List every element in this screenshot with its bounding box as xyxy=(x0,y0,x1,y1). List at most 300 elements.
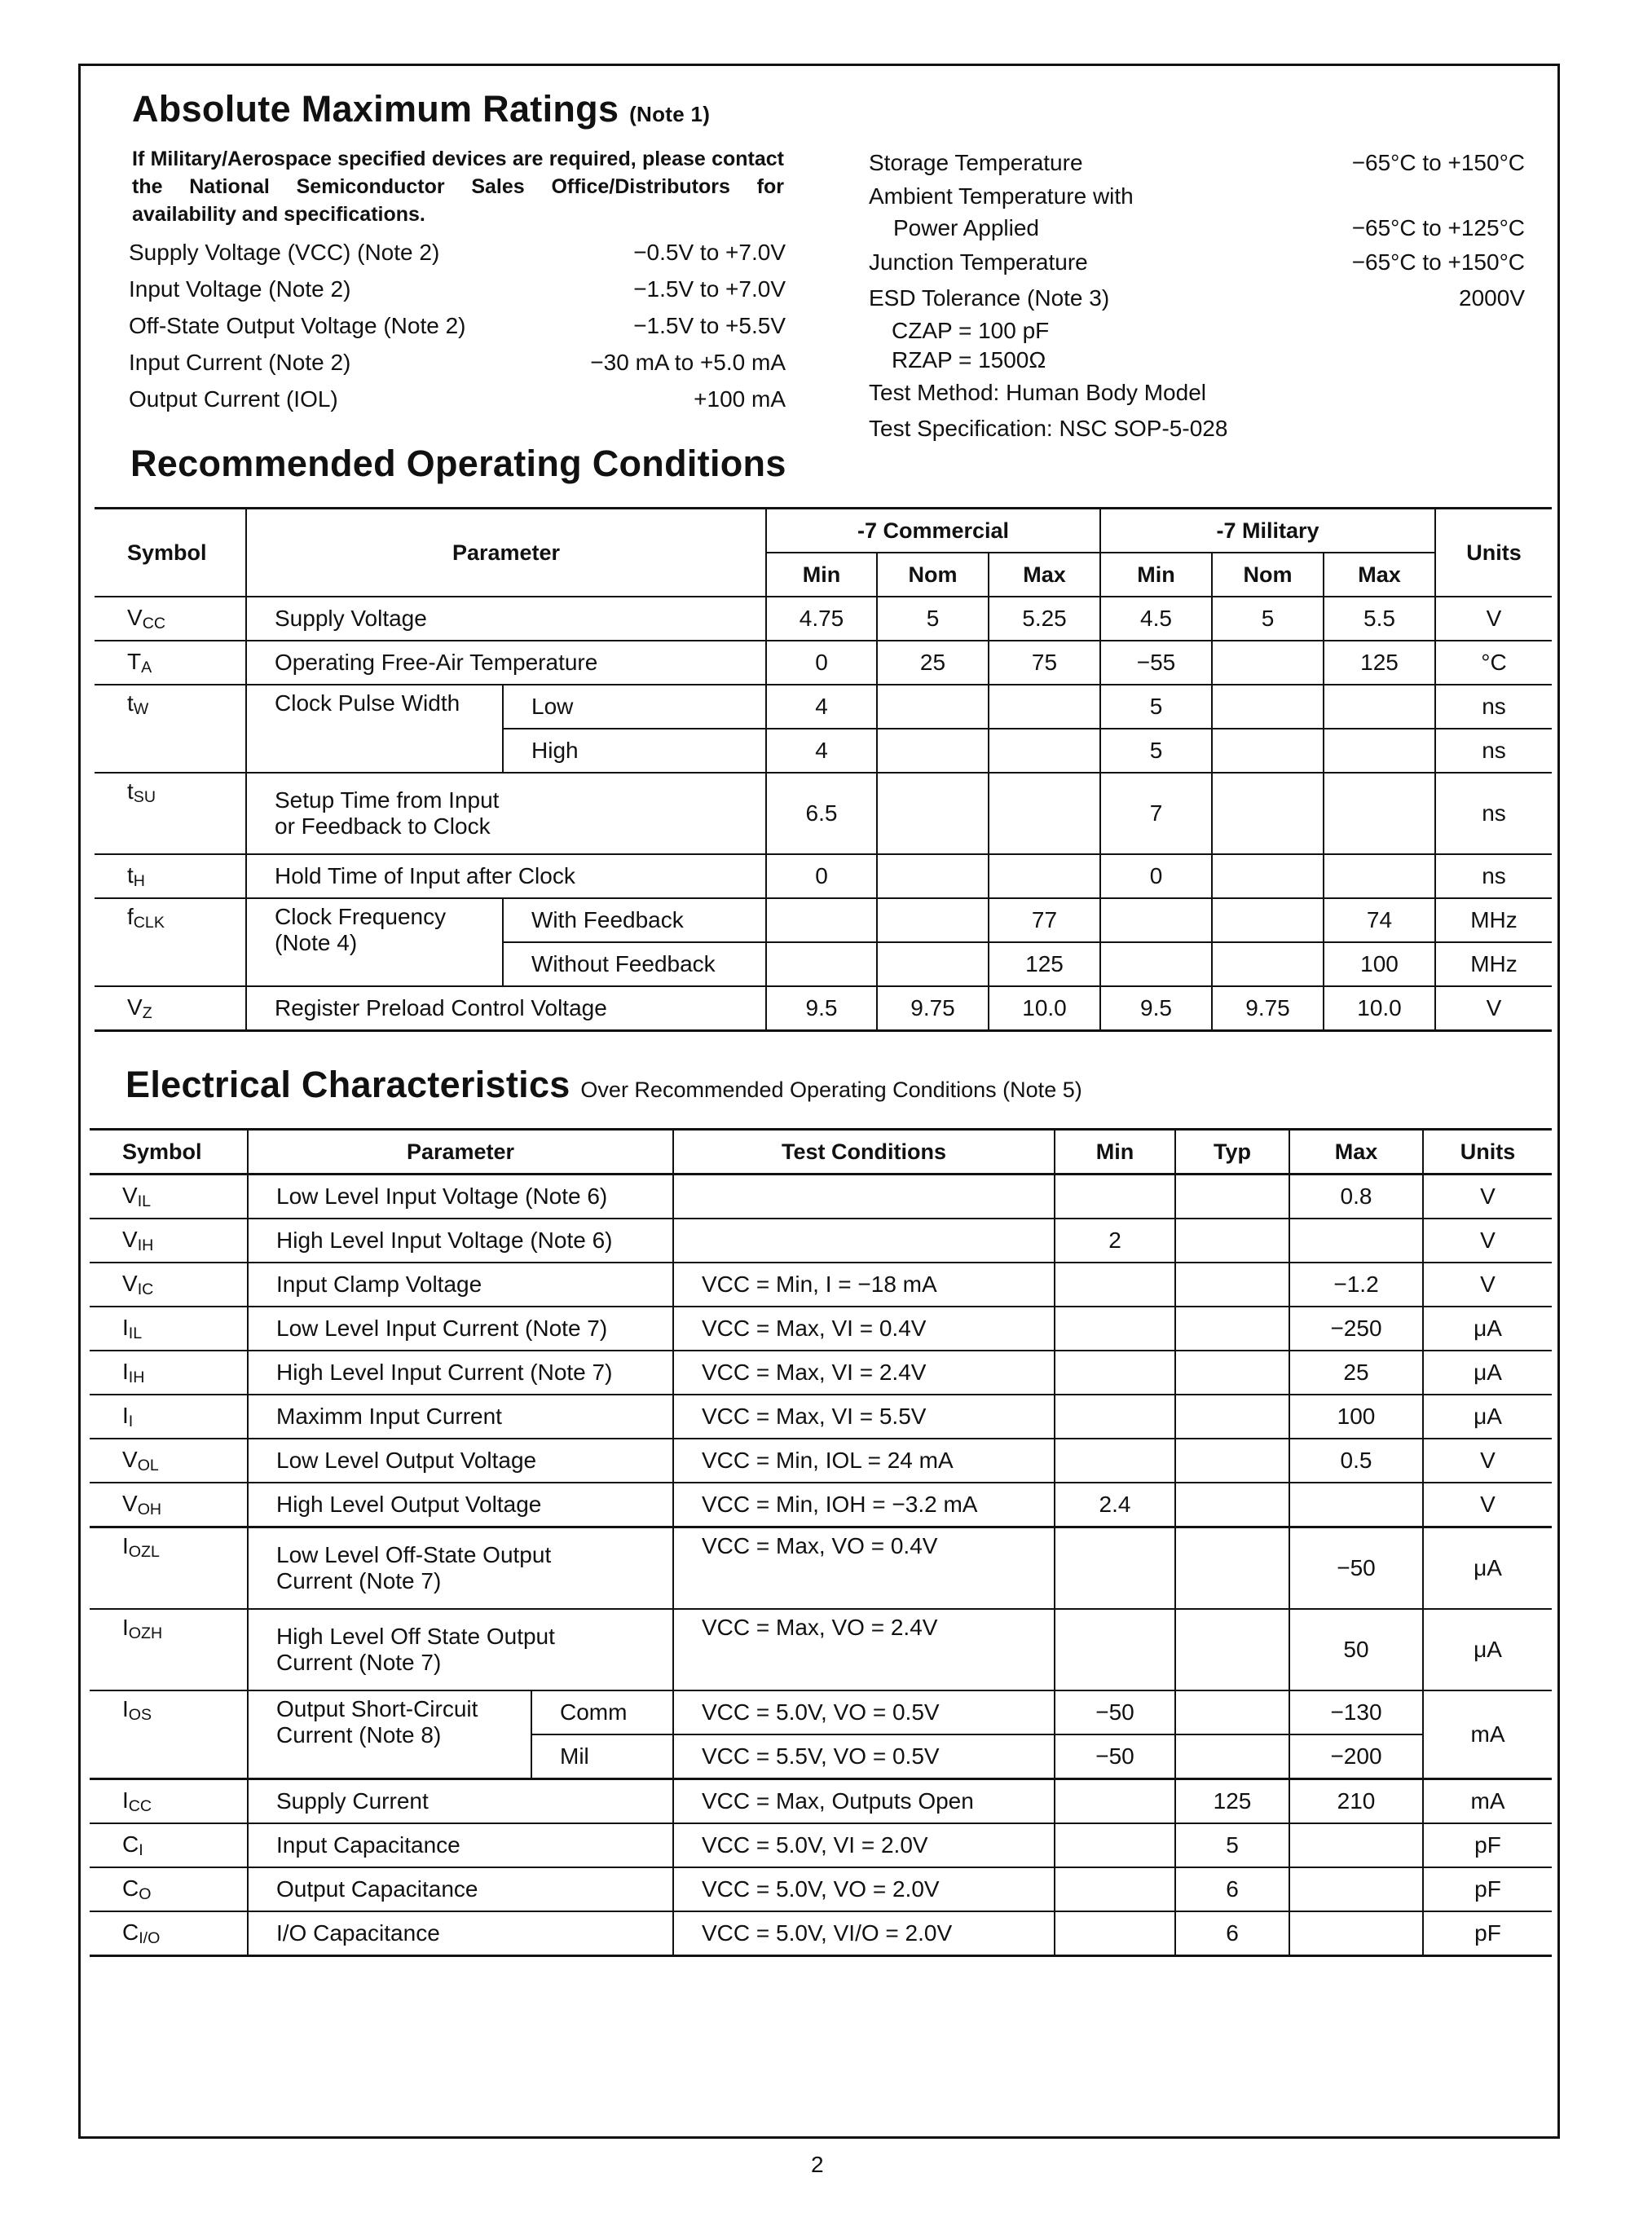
esd-tolerance xyxy=(869,280,1525,316)
ec-row xyxy=(90,1911,1552,1956)
empty-cell xyxy=(1324,729,1435,773)
empty-cell xyxy=(1055,1527,1175,1610)
symbol-base: T xyxy=(127,648,142,674)
value-typ: 5 xyxy=(1175,1823,1289,1867)
symbol-sub: IC xyxy=(137,1280,154,1298)
value: 0 xyxy=(766,641,877,685)
value-min: −50 xyxy=(1055,1734,1175,1779)
symbol-sub: IL xyxy=(137,1192,152,1210)
abs-max-item xyxy=(129,381,786,417)
parameter: Register Preload Control Voltage xyxy=(246,986,766,1031)
roc-header-commercial: -7 Commercial xyxy=(766,509,1100,553)
symbol-sub: CLK xyxy=(133,914,165,932)
parameter: Low Level Input Current (Note 7) xyxy=(248,1307,673,1351)
ec-header-units: Units xyxy=(1423,1130,1552,1175)
ec-row xyxy=(90,1867,1552,1911)
page-number: 2 xyxy=(811,2152,824,2177)
value: 0 xyxy=(766,854,877,898)
value-min xyxy=(1055,1911,1175,1956)
empty-cell xyxy=(1175,1734,1289,1779)
symbol-sub: OZH xyxy=(128,1624,163,1642)
value-min xyxy=(1055,1867,1175,1911)
value xyxy=(1212,641,1324,685)
roc-header-max: Max xyxy=(1324,553,1435,597)
value-typ xyxy=(1175,1263,1289,1307)
value-max: 0.5 xyxy=(1289,1439,1423,1483)
test-condition: VCC = Min, IOL = 24 mA xyxy=(673,1439,1055,1483)
symbol xyxy=(95,685,246,773)
symbol xyxy=(95,854,246,898)
ec-row xyxy=(90,1219,1552,1263)
esd-value: 2000V xyxy=(1459,285,1525,311)
ec-title-text: Electrical Characteristics xyxy=(126,1064,570,1105)
empty-cell xyxy=(1175,1609,1289,1690)
test-condition: VCC = 5.5V, VO = 0.5V xyxy=(673,1734,1055,1779)
unit: MHz xyxy=(1435,898,1552,942)
symbol-base: t xyxy=(127,778,134,804)
symbol xyxy=(90,1527,248,1610)
value: 25 xyxy=(877,641,989,685)
empty-cell xyxy=(1324,773,1435,854)
ec-row-ios-comm xyxy=(90,1690,1552,1734)
unit: ns xyxy=(1435,685,1552,729)
military-warning: If Military/Aerospace specified devices are required, please contact the National Semiconductor Sales Office/Distributors for availability and specifications. xyxy=(132,148,784,226)
value-max xyxy=(1289,1867,1423,1911)
parameter-line: Current (Note 8) xyxy=(276,1722,442,1748)
value-min xyxy=(1055,1395,1175,1439)
sub-parameter: Mil xyxy=(531,1734,673,1779)
roc-title: Recommended Operating Conditions xyxy=(130,443,786,484)
value-min: −50 xyxy=(1055,1690,1175,1734)
roc-row-tw-low xyxy=(95,685,1552,729)
esd-label: ESD Tolerance (Note 3) xyxy=(869,285,1110,311)
parameter: Low Level Output Voltage xyxy=(248,1439,673,1483)
value: 74 xyxy=(1324,898,1435,942)
value-max: −50 xyxy=(1289,1527,1423,1610)
symbol-base: C xyxy=(122,1919,139,1945)
junction-temp-label: Junction Temperature xyxy=(869,249,1088,275)
symbol xyxy=(95,898,246,986)
parameter: Input Clamp Voltage xyxy=(248,1263,673,1307)
symbol xyxy=(90,1175,248,1219)
test-condition: VCC = Max, Outputs Open xyxy=(673,1779,1055,1824)
parameter xyxy=(248,1690,531,1779)
symbol xyxy=(95,641,246,685)
ec-row-iozh xyxy=(90,1609,1552,1690)
value: 5 xyxy=(877,597,989,641)
empty-cell xyxy=(877,685,989,729)
abs-max-value: −30 mA to +5.0 mA xyxy=(590,349,786,375)
symbol xyxy=(90,1609,248,1690)
junction-temp-value: −65°C to +150°C xyxy=(1351,249,1525,275)
abs-max-value: −1.5V to +7.0V xyxy=(633,275,786,302)
sub-parameter: With Feedback xyxy=(503,898,766,942)
abs-max-note: (Note 1) xyxy=(629,102,711,126)
abs-max-label: Input Current (Note 2) xyxy=(129,349,351,375)
value: 5 xyxy=(1212,597,1324,641)
symbol-sub: IH xyxy=(137,1236,154,1254)
abs-max-label: Input Voltage (Note 2) xyxy=(129,275,351,302)
symbol-sub: OS xyxy=(128,1706,152,1724)
symbol-base: t xyxy=(127,862,134,888)
value: 9.5 xyxy=(766,986,877,1031)
parameter-line: Current (Note 7) xyxy=(276,1650,442,1675)
ec-header-min: Min xyxy=(1055,1130,1175,1175)
symbol xyxy=(90,1351,248,1395)
roc-row-fclk-with xyxy=(95,898,1552,942)
roc-header-max: Max xyxy=(989,553,1100,597)
value: 0 xyxy=(1100,854,1212,898)
symbol-base: I xyxy=(122,1615,129,1640)
unit: V xyxy=(1435,986,1552,1031)
parameter: High Level Input Voltage (Note 6) xyxy=(248,1219,673,1263)
value-min xyxy=(1055,1307,1175,1351)
symbol xyxy=(90,1439,248,1483)
empty-cell xyxy=(1055,1609,1175,1690)
unit: V xyxy=(1423,1439,1552,1483)
value: 9.5 xyxy=(1100,986,1212,1031)
unit: ns xyxy=(1435,854,1552,898)
symbol-sub: OH xyxy=(137,1500,162,1518)
parameter: Supply Voltage xyxy=(246,597,766,641)
value-max: 25 xyxy=(1289,1351,1423,1395)
roc-header-parameter: Parameter xyxy=(246,509,766,597)
unit: V xyxy=(1423,1263,1552,1307)
unit: μA xyxy=(1423,1395,1552,1439)
ec-title xyxy=(126,1064,1082,1106)
symbol-base: f xyxy=(127,904,134,929)
ambient-temp-2 xyxy=(869,212,1525,245)
abs-max-label: Output Current (IOL) xyxy=(129,386,338,412)
empty-cell xyxy=(989,685,1100,729)
ec-row xyxy=(90,1395,1552,1439)
empty-cell xyxy=(766,942,877,986)
test-condition: VCC = Max, VI = 5.5V xyxy=(673,1395,1055,1439)
value-min xyxy=(1055,1439,1175,1483)
abs-max-item xyxy=(129,344,786,381)
test-spec: Test Specification: NSC SOP-5-028 xyxy=(869,416,1228,441)
symbol-sub: CC xyxy=(128,1796,152,1815)
unit: μA xyxy=(1423,1609,1552,1690)
ec-row xyxy=(90,1779,1552,1824)
symbol-base: I xyxy=(122,1787,129,1813)
czap: CZAP = 100 pF xyxy=(892,318,1050,343)
symbol xyxy=(90,1779,248,1824)
roc-table xyxy=(95,507,1552,1032)
unit: mA xyxy=(1423,1690,1552,1779)
abs-max-label: Off-State Output Voltage (Note 2) xyxy=(129,312,466,338)
abs-max-title xyxy=(132,88,710,130)
value-min xyxy=(1055,1175,1175,1219)
abs-max-right-list xyxy=(869,145,1525,447)
value-max: −200 xyxy=(1289,1734,1423,1779)
value-max: 50 xyxy=(1289,1609,1423,1690)
storage-temp-label: Storage Temperature xyxy=(869,150,1083,175)
value: 6.5 xyxy=(766,773,877,854)
value: 9.75 xyxy=(877,986,989,1031)
symbol xyxy=(90,1867,248,1911)
value: 4.75 xyxy=(766,597,877,641)
unit: V xyxy=(1423,1483,1552,1527)
empty-cell xyxy=(1175,1527,1289,1610)
symbol xyxy=(95,986,246,1031)
test-condition: VCC = Min, IOH = −3.2 mA xyxy=(673,1483,1055,1527)
parameter-line: (Note 4) xyxy=(275,930,358,955)
empty-cell xyxy=(1100,898,1212,942)
abs-max-item xyxy=(129,307,786,344)
symbol-sub: W xyxy=(133,700,149,718)
empty-cell xyxy=(1212,898,1324,942)
value: 5.25 xyxy=(989,597,1100,641)
abs-max-value: −0.5V to +7.0V xyxy=(633,239,786,265)
value: 5 xyxy=(1100,729,1212,773)
empty-cell xyxy=(989,773,1100,854)
symbol xyxy=(95,597,246,641)
unit: °C xyxy=(1435,641,1552,685)
value-typ: 6 xyxy=(1175,1911,1289,1956)
symbol-base: t xyxy=(127,690,134,716)
ambient-temp-value: −65°C to +125°C xyxy=(1351,215,1525,240)
parameter-line: Low Level Off-State Output xyxy=(276,1542,552,1567)
test-condition: VCC = 5.0V, VI = 2.0V xyxy=(673,1823,1055,1867)
empty-cell xyxy=(989,854,1100,898)
ec-row xyxy=(90,1263,1552,1307)
ec-row-iozl xyxy=(90,1527,1552,1610)
junction-temp xyxy=(869,245,1525,280)
symbol xyxy=(90,1395,248,1439)
roc-row-tsu xyxy=(95,773,1552,854)
parameter-line: or Feedback to Clock xyxy=(275,813,491,839)
roc-row-th xyxy=(95,854,1552,898)
value-typ: 125 xyxy=(1175,1779,1289,1824)
value: 4 xyxy=(766,729,877,773)
ec-header-symbol: Symbol xyxy=(90,1130,248,1175)
parameter: I/O Capacitance xyxy=(248,1911,673,1956)
parameter: Output Capacitance xyxy=(248,1867,673,1911)
sub-parameter: Without Feedback xyxy=(503,942,766,986)
abs-max-item xyxy=(129,271,786,307)
value: 4.5 xyxy=(1100,597,1212,641)
value-max: 100 xyxy=(1289,1395,1423,1439)
value-typ xyxy=(1175,1351,1289,1395)
unit: mA xyxy=(1423,1779,1552,1824)
value: 125 xyxy=(989,942,1100,986)
ec-subtitle: Over Recommended Operating Conditions (Note 5) xyxy=(580,1078,1082,1102)
symbol-base: V xyxy=(122,1446,138,1472)
abs-max-value: −1.5V to +5.5V xyxy=(633,312,786,338)
unit: μA xyxy=(1423,1351,1552,1395)
symbol-base: V xyxy=(127,994,143,1020)
symbol xyxy=(90,1307,248,1351)
value-max: −250 xyxy=(1289,1307,1423,1351)
symbol-base: C xyxy=(122,1875,139,1901)
symbol-sub: IL xyxy=(128,1324,143,1342)
value-min: 2 xyxy=(1055,1219,1175,1263)
empty-cell xyxy=(1212,729,1324,773)
empty-cell xyxy=(1212,685,1324,729)
sub-parameter: High xyxy=(503,729,766,773)
test-condition: VCC = Min, I = −18 mA xyxy=(673,1263,1055,1307)
value-max: −1.2 xyxy=(1289,1263,1423,1307)
symbol-base: I xyxy=(122,1402,129,1428)
test-condition: VCC = 5.0V, VI/O = 2.0V xyxy=(673,1911,1055,1956)
roc-row-ta xyxy=(95,641,1552,685)
value-min xyxy=(1055,1823,1175,1867)
symbol-base: V xyxy=(122,1182,138,1208)
ec-row xyxy=(90,1351,1552,1395)
empty-cell xyxy=(877,898,989,942)
unit: MHz xyxy=(1435,942,1552,986)
roc-header-symbol: Symbol xyxy=(95,509,246,597)
rzap: RZAP = 1500Ω xyxy=(892,347,1046,372)
roc-header-min: Min xyxy=(766,553,877,597)
value: 9.75 xyxy=(1212,986,1324,1031)
value-typ xyxy=(1175,1483,1289,1527)
value-typ xyxy=(1175,1439,1289,1483)
empty-cell xyxy=(1175,1690,1289,1734)
parameter: High Level Output Voltage xyxy=(248,1483,673,1527)
test-condition xyxy=(673,1219,1055,1263)
symbol-sub: CC xyxy=(142,614,165,632)
abs-max-label: Supply Voltage (VCC) (Note 2) xyxy=(129,239,440,265)
unit: pF xyxy=(1423,1823,1552,1867)
roc-row-vz xyxy=(95,986,1552,1031)
symbol-sub: I xyxy=(128,1412,134,1430)
parameter: Clock Pulse Width xyxy=(246,685,503,773)
symbol-sub: Z xyxy=(142,1003,152,1022)
abs-max-left-list xyxy=(129,234,786,417)
parameter: Supply Current xyxy=(248,1779,673,1824)
value: 5 xyxy=(1100,685,1212,729)
test-condition xyxy=(673,1175,1055,1219)
value-max xyxy=(1289,1483,1423,1527)
roc-header-min: Min xyxy=(1100,553,1212,597)
value: 7 xyxy=(1100,773,1212,854)
value: 100 xyxy=(1324,942,1435,986)
parameter: Hold Time of Input after Clock xyxy=(246,854,766,898)
value-typ: 6 xyxy=(1175,1867,1289,1911)
value-min xyxy=(1055,1263,1175,1307)
value-typ xyxy=(1175,1307,1289,1351)
roc-header-nom: Nom xyxy=(1212,553,1324,597)
empty-cell xyxy=(1212,773,1324,854)
parameter: High Level Input Current (Note 7) xyxy=(248,1351,673,1395)
roc-row-vcc xyxy=(95,597,1552,641)
value: 125 xyxy=(1324,641,1435,685)
value-max: 0.8 xyxy=(1289,1175,1423,1219)
unit: V xyxy=(1423,1175,1552,1219)
value: 4 xyxy=(766,685,877,729)
symbol-base: I xyxy=(122,1533,129,1558)
value-max xyxy=(1289,1823,1423,1867)
symbol-sub: I xyxy=(139,1840,143,1859)
ec-row xyxy=(90,1439,1552,1483)
empty-cell xyxy=(989,729,1100,773)
symbol-base: I xyxy=(122,1358,129,1384)
empty-cell xyxy=(1324,685,1435,729)
symbol xyxy=(90,1219,248,1263)
symbol xyxy=(90,1911,248,1956)
parameter: Input Capacitance xyxy=(248,1823,673,1867)
empty-cell xyxy=(1324,854,1435,898)
parameter: Low Level Input Voltage (Note 6) xyxy=(248,1175,673,1219)
test-condition: VCC = Max, VI = 2.4V xyxy=(673,1351,1055,1395)
sub-parameter: Low xyxy=(503,685,766,729)
ec-header-typ: Typ xyxy=(1175,1130,1289,1175)
test-condition: VCC = Max, VO = 2.4V xyxy=(673,1609,1055,1690)
value-max xyxy=(1289,1219,1423,1263)
symbol xyxy=(90,1263,248,1307)
value-typ xyxy=(1175,1219,1289,1263)
ambient-temp: Ambient Temperature with xyxy=(869,183,1134,209)
unit: μA xyxy=(1423,1527,1552,1610)
symbol-base: V xyxy=(122,1270,138,1296)
parameter-line: Output Short-Circuit xyxy=(276,1696,478,1721)
unit: V xyxy=(1423,1219,1552,1263)
empty-cell xyxy=(877,773,989,854)
symbol-base: I xyxy=(122,1314,129,1340)
ec-row xyxy=(90,1483,1552,1527)
roc-header-nom: Nom xyxy=(877,553,989,597)
parameter xyxy=(248,1527,673,1610)
ec-header-max: Max xyxy=(1289,1130,1423,1175)
empty-cell xyxy=(1100,942,1212,986)
symbol-base: V xyxy=(122,1226,138,1252)
value-typ xyxy=(1175,1175,1289,1219)
value: 10.0 xyxy=(1324,986,1435,1031)
symbol xyxy=(90,1483,248,1527)
ec-row xyxy=(90,1823,1552,1867)
test-condition: VCC = Max, VO = 0.4V xyxy=(673,1527,1055,1610)
symbol xyxy=(95,773,246,854)
symbol-sub: OZL xyxy=(128,1543,160,1561)
roc-header-units: Units xyxy=(1435,509,1552,597)
parameter xyxy=(248,1609,673,1690)
parameter-line: Current (Note 7) xyxy=(276,1568,442,1593)
empty-cell xyxy=(1212,854,1324,898)
value: 5.5 xyxy=(1324,597,1435,641)
value: 77 xyxy=(989,898,1100,942)
symbol-sub: H xyxy=(133,871,145,890)
abs-max-value: +100 mA xyxy=(694,386,786,412)
sub-parameter: Comm xyxy=(531,1690,673,1734)
abs-max-item xyxy=(129,234,786,271)
unit: μA xyxy=(1423,1307,1552,1351)
parameter-line: Clock Frequency xyxy=(275,904,447,929)
empty-cell xyxy=(766,898,877,942)
value: 10.0 xyxy=(989,986,1100,1031)
ec-header-parameter: Parameter xyxy=(248,1130,673,1175)
symbol-base: I xyxy=(122,1696,129,1721)
value: 75 xyxy=(989,641,1100,685)
symbol-base: C xyxy=(122,1831,139,1857)
symbol-sub: SU xyxy=(133,788,156,806)
unit: V xyxy=(1435,597,1552,641)
symbol xyxy=(90,1823,248,1867)
ec-header-test: Test Conditions xyxy=(673,1130,1055,1175)
symbol-sub: A xyxy=(141,658,152,677)
value-max: 210 xyxy=(1289,1779,1423,1824)
test-condition: VCC = Max, VI = 0.4V xyxy=(673,1307,1055,1351)
ec-row xyxy=(90,1307,1552,1351)
symbol-sub: OL xyxy=(137,1456,159,1474)
parameter-line: Setup Time from Input xyxy=(275,787,500,813)
value-max: −130 xyxy=(1289,1690,1423,1734)
symbol-base: V xyxy=(122,1490,138,1516)
value-min xyxy=(1055,1351,1175,1395)
parameter xyxy=(246,898,503,986)
value-max xyxy=(1289,1911,1423,1956)
